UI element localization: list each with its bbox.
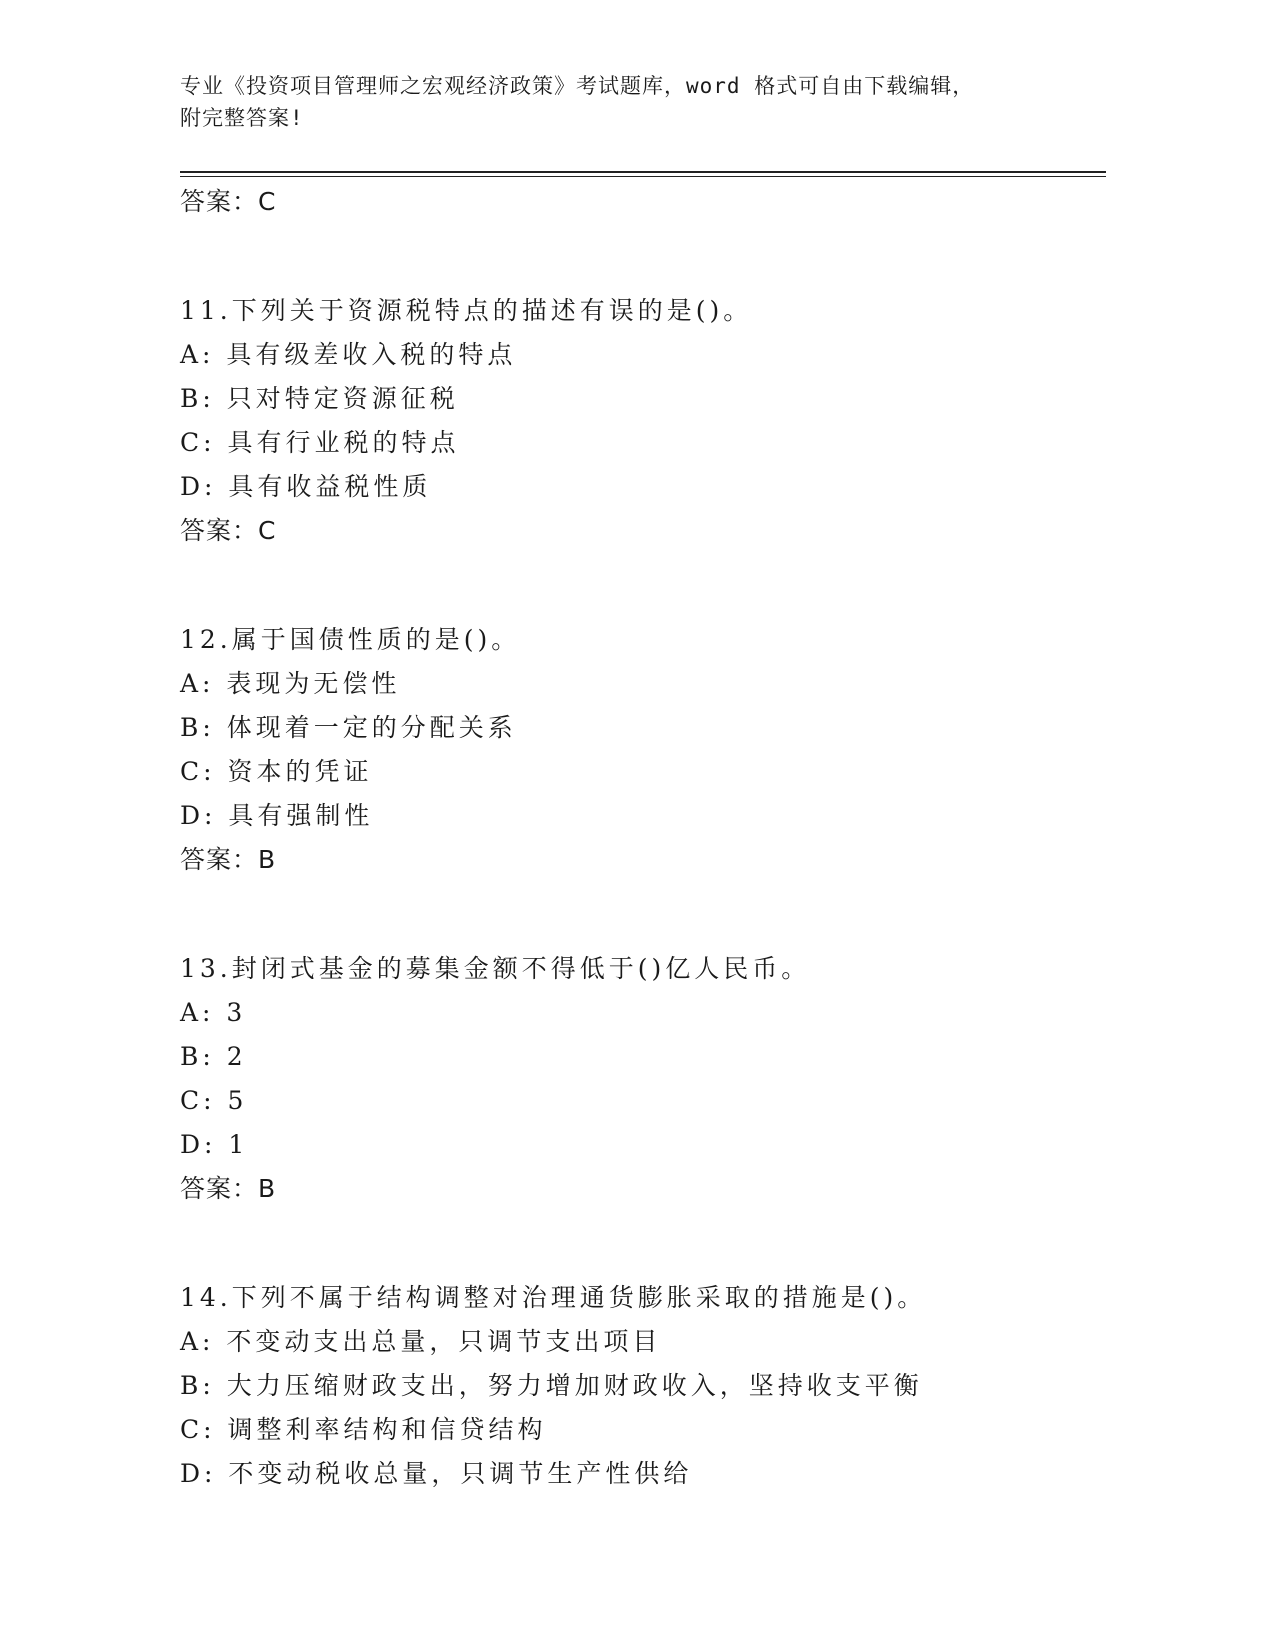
option-b: B: 体现着一定的分配关系 xyxy=(180,713,517,742)
option-d: D: 不变动税收总量，只调节生产性供给 xyxy=(180,1459,693,1488)
option-d: D: 具有强制性 xyxy=(180,801,374,830)
question-title: 11.下列关于资源税特点的描述有误的是()。 xyxy=(180,296,753,325)
question-12 xyxy=(180,618,1106,882)
option-a: A: 表现为无偿性 xyxy=(180,669,401,698)
option-d: D: 具有收益税性质 xyxy=(180,472,432,501)
previous-answer: 答案：C xyxy=(180,187,277,216)
answer: 答案：B xyxy=(180,845,277,874)
header-line-1: 专业《投资项目管理师之宏观经济政策》考试题库，word 格式可自由下载编辑， xyxy=(180,74,975,98)
option-a: A: 3 xyxy=(180,998,247,1027)
option-a: A: 具有级差收入税的特点 xyxy=(180,340,517,369)
question-title: 13.封闭式基金的募集金额不得低于()亿人民币。 xyxy=(180,954,811,983)
option-c: C: 具有行业税的特点 xyxy=(180,428,460,457)
question-title: 14.下列不属于结构调整对治理通货膨胀采取的措施是()。 xyxy=(180,1283,927,1312)
question-11 xyxy=(180,289,1106,553)
document-header xyxy=(180,70,1060,134)
option-d: D: 1 xyxy=(180,1130,249,1159)
option-b: B: 大力压缩财政支出，努力增加财政收入，坚持收支平衡 xyxy=(180,1371,923,1400)
option-b: B: 2 xyxy=(180,1042,247,1071)
option-c: C: 调整利率结构和信贷结构 xyxy=(180,1415,547,1444)
header-divider-thin xyxy=(180,176,1106,177)
answer: 答案：B xyxy=(180,1174,277,1203)
option-c: C: 5 xyxy=(180,1086,248,1115)
answer: 答案：C xyxy=(180,516,277,545)
option-a: A: 不变动支出总量，只调节支出项目 xyxy=(180,1327,662,1356)
option-c: C: 资本的凭证 xyxy=(180,757,373,786)
question-title: 12.属于国债性质的是()。 xyxy=(180,625,521,654)
header-divider-thick xyxy=(180,171,1106,173)
question-14 xyxy=(180,1276,1106,1496)
question-list xyxy=(180,180,1106,1496)
option-b: B: 只对特定资源征税 xyxy=(180,384,459,413)
question-13 xyxy=(180,947,1106,1211)
header-line-2: 附完整答案! xyxy=(180,106,304,130)
